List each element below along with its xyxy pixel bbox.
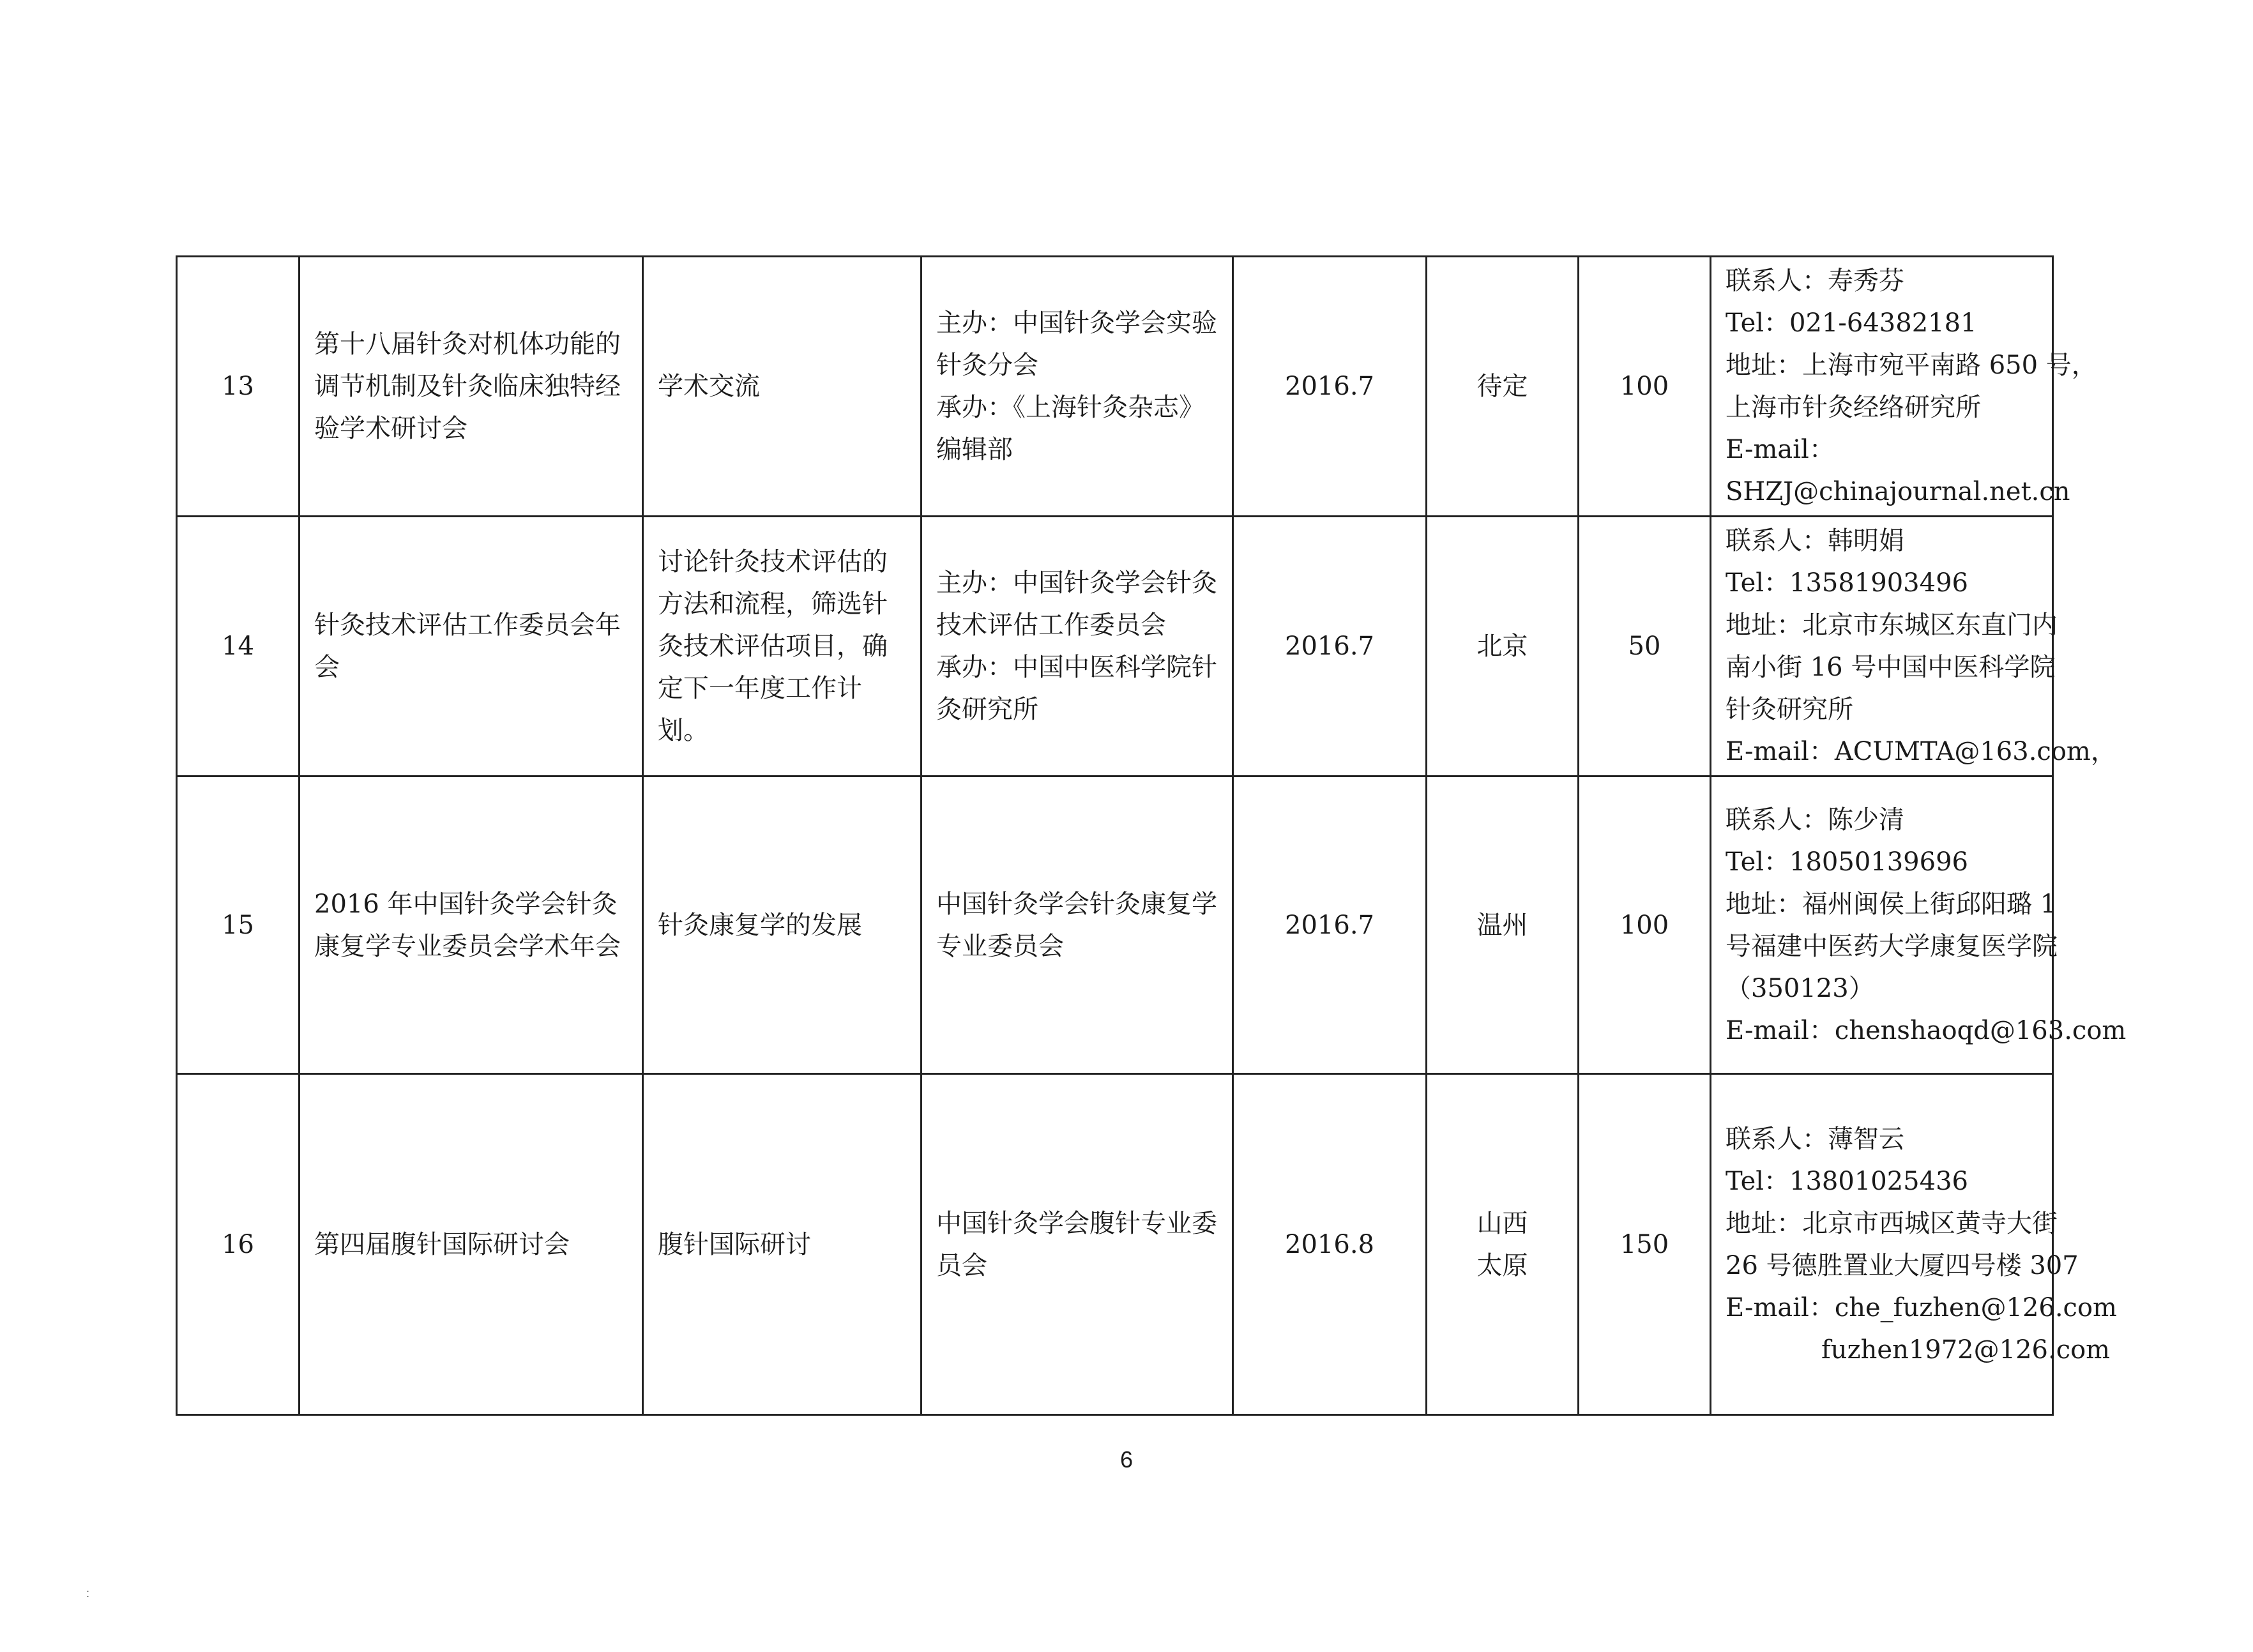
row-number: 15	[177, 777, 300, 1074]
meeting-content: 学术交流	[643, 257, 922, 517]
contact-line: Tel：18050139696	[1726, 847, 1968, 877]
contact-line: Tel：021-64382181	[1726, 308, 1977, 338]
contact-line: 联系人：陈少清	[1726, 805, 1904, 835]
contact-line: 联系人：薄智云	[1726, 1124, 1904, 1154]
place-line: 山西	[1476, 1208, 1528, 1238]
organizer	[922, 517, 1233, 777]
place-line: 待定	[1476, 372, 1528, 401]
contact-line: 号福建中医药大学康复医学院	[1726, 931, 2058, 961]
table-body	[177, 257, 2127, 1415]
meeting-date: 2016.7	[1233, 257, 1427, 517]
contact-line: Tel：13801025436	[1726, 1166, 1968, 1196]
meeting-content: 针灸康复学的发展	[643, 777, 922, 1074]
meeting-name: 2016 年中国针灸学会针灸康复学专业委员会学术年会	[300, 777, 643, 1074]
organizer-line: 主办：中国针灸学会实验针灸分会	[936, 308, 1217, 380]
organizer-line: 承办：《上海针灸杂志》编辑部	[936, 393, 1204, 464]
contact-line: 联系人：寿秀芬	[1726, 266, 1904, 296]
organizer-line: 中国针灸学会针灸康复学专业委员会	[936, 889, 1217, 961]
meeting-content: 讨论针灸技术评估的方法和流程，筛选针灸技术评估项目，确定下一年度工作计划。	[643, 517, 922, 777]
attendee-count: 150	[1579, 1074, 1711, 1415]
contact-line: E-mail：	[1726, 435, 1835, 464]
contact-line: 地址：北京市东城区东直门内	[1726, 610, 2058, 640]
contact-line: E-mail：che_fuzhen@126.com	[1726, 1292, 2117, 1322]
contact-info	[1711, 1074, 2117, 1415]
meeting-name: 第四届腹针国际研讨会	[300, 1074, 643, 1415]
contact-line: E-mail：ACUMTA@163.com，	[1726, 737, 2116, 766]
contact-line: Tel：13581903496	[1726, 568, 1968, 598]
table-row	[177, 1074, 2053, 1415]
meeting-place	[1427, 257, 1579, 517]
meeting-place	[1427, 1074, 1579, 1415]
meeting-date: 2016.8	[1233, 1074, 1427, 1415]
contact-line: 联系人：韩明娟	[1726, 526, 1904, 556]
organizer	[922, 1074, 1233, 1415]
table-row	[177, 517, 2053, 777]
contact-line: 南小街 16 号中国中医科学院	[1726, 653, 2056, 682]
meeting-place	[1427, 517, 1579, 777]
row-number: 14	[177, 517, 300, 777]
contact-line: 地址：福州闽侯上街邱阳璐 1	[1726, 889, 2057, 919]
contact-info	[1711, 777, 2127, 1074]
organizer	[922, 257, 1233, 517]
contact-line: fuzhen1972@126.com	[1821, 1335, 2111, 1365]
conference-table	[176, 255, 2127, 1416]
contact-line: 26 号德胜置业大厦四号楼 307	[1726, 1250, 2079, 1280]
contact-line: 地址：上海市宛平南路 650 号，	[1726, 351, 2097, 380]
contact-line: SHZJ@chinajournal.net.cn	[1726, 477, 2070, 506]
contact-line: E-mail：chenshaoqd@163.com	[1726, 1015, 2127, 1045]
page-number: 6	[1119, 1446, 1134, 1473]
table-row	[177, 257, 2053, 517]
contact-line: 地址：北京市西城区黄寺大街	[1726, 1208, 2058, 1238]
contact-line: 针灸研究所	[1726, 695, 1853, 724]
meeting-name: 第十八届针灸对机体功能的调节机制及针灸临床独特经验学术研讨会	[300, 257, 643, 517]
row-number: 16	[177, 1074, 300, 1415]
organizer-line: 中国针灸学会腹针专业委员会	[936, 1208, 1217, 1280]
organizer-line: 承办：中国中医科学院针灸研究所	[936, 653, 1217, 724]
contact-info	[1711, 257, 2097, 517]
meeting-name: 针灸技术评估工作委员会年会	[300, 517, 643, 777]
row-number: 13	[177, 257, 300, 517]
table-row	[177, 777, 2053, 1074]
contact-info	[1711, 517, 2116, 777]
attendee-count: 100	[1579, 257, 1711, 517]
place-line: 北京	[1476, 632, 1528, 661]
meeting-content: 腹针国际研讨	[643, 1074, 922, 1415]
contact-line: 上海市针灸经络研究所	[1726, 393, 1981, 422]
organizer-line: 主办：中国针灸学会针灸技术评估工作委员会	[936, 568, 1217, 640]
contact-line: （350123）	[1726, 973, 1874, 1003]
meeting-date: 2016.7	[1233, 777, 1427, 1074]
meeting-date: 2016.7	[1233, 517, 1427, 777]
place-line: 太原	[1476, 1250, 1528, 1280]
place-line: 温州	[1476, 910, 1528, 940]
meeting-place	[1427, 777, 1579, 1074]
organizer	[922, 777, 1233, 1074]
attendee-count: 50	[1579, 517, 1711, 777]
scan-mark: :	[86, 1587, 90, 1600]
attendee-count: 100	[1579, 777, 1711, 1074]
